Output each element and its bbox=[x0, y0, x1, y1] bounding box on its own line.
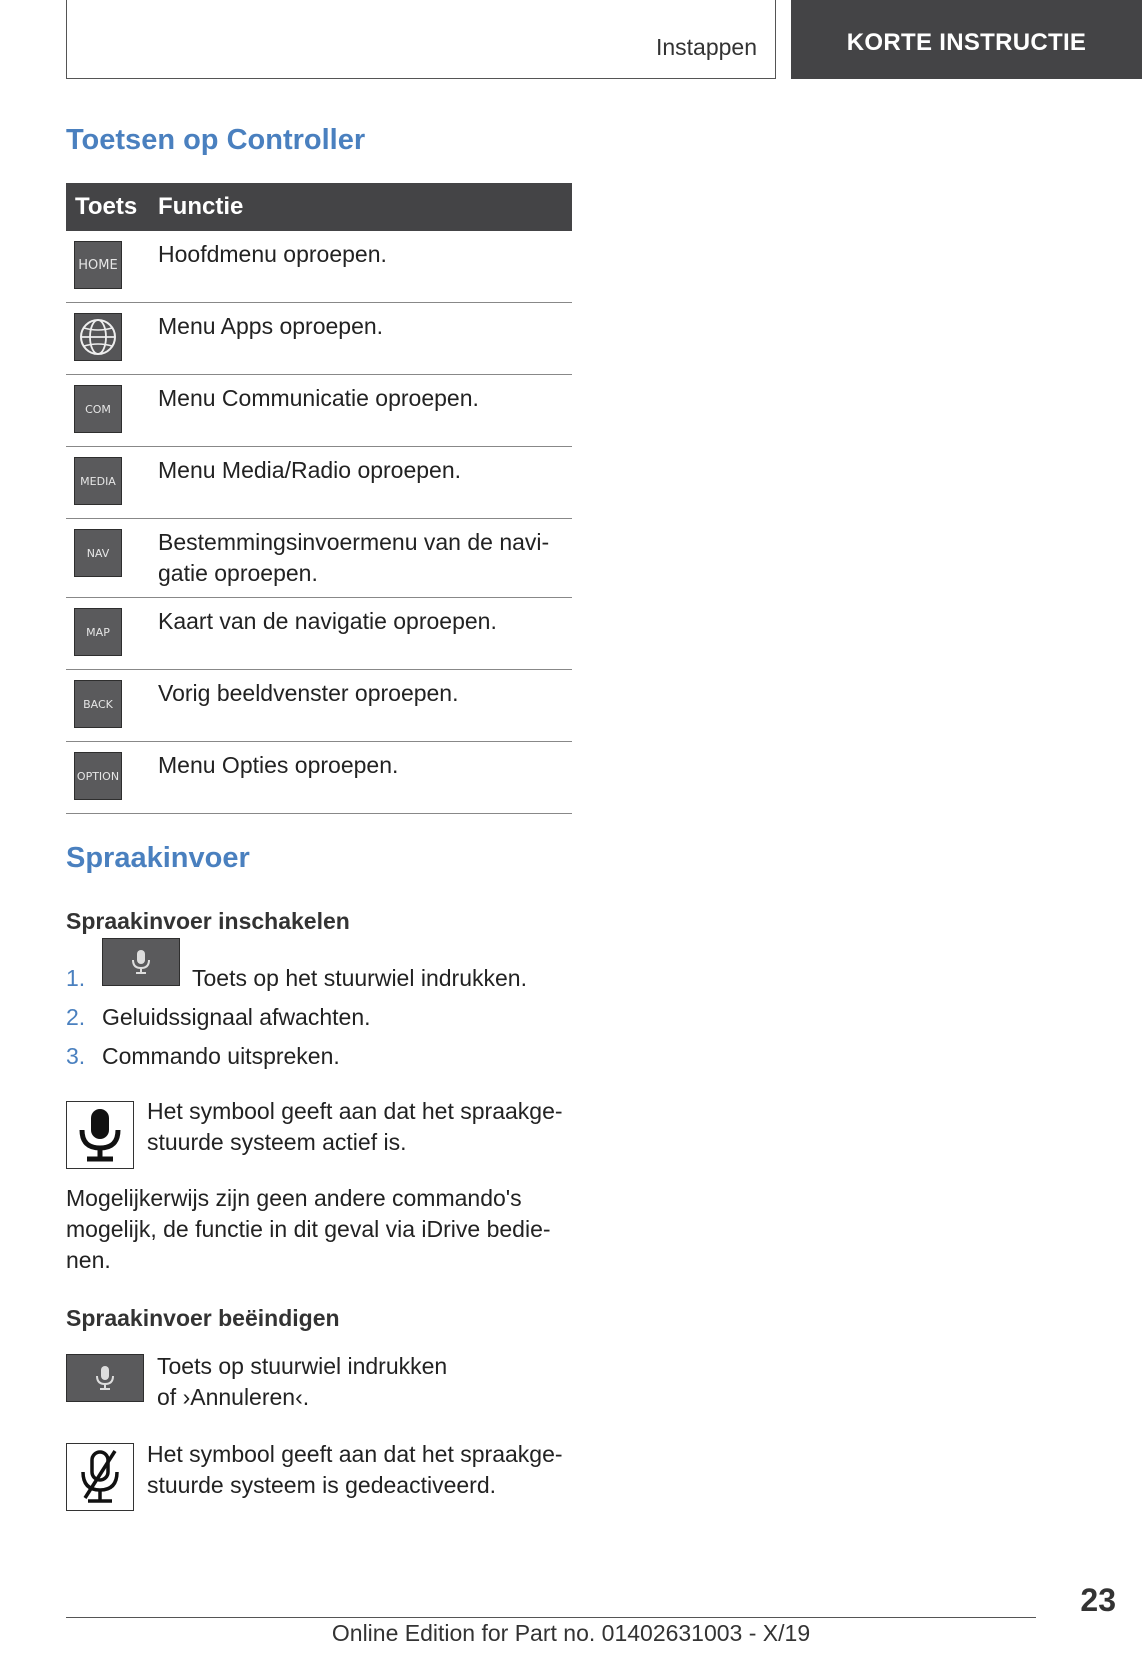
table-row bbox=[66, 231, 572, 303]
header-section-title: Instappen bbox=[655, 34, 757, 60]
map-key-icon: MAP bbox=[74, 608, 122, 656]
com-key-icon: COM bbox=[74, 385, 122, 433]
voice-enable-heading: Spraakinvoer inschakelen bbox=[66, 908, 350, 934]
end-instruction bbox=[157, 1351, 577, 1413]
header-chapter-tab bbox=[791, 0, 1142, 79]
step-text: Geluidssignaal afwachten. bbox=[102, 1004, 371, 1030]
header-chapter-label: KORTE INSTRUCTIE bbox=[846, 28, 1087, 56]
end-instruction-line: Toets op stuurwiel indrukken bbox=[157, 1353, 448, 1379]
controller-heading: Toetsen op Controller bbox=[66, 124, 366, 156]
voice-heading: Spraakinvoer bbox=[66, 842, 250, 874]
option-key-icon: OPTION bbox=[74, 752, 122, 800]
table-row bbox=[66, 375, 572, 447]
table-row bbox=[66, 303, 572, 375]
header-box bbox=[66, 0, 776, 79]
table-row bbox=[66, 598, 572, 670]
column-header-function: Functie bbox=[158, 193, 244, 220]
function-cell: Kaart van de navigatie oproepen. bbox=[158, 608, 497, 634]
list-item bbox=[66, 992, 572, 1031]
step-text: Commando uitspreken. bbox=[102, 1043, 340, 1069]
microphone-key-icon bbox=[102, 938, 180, 986]
step-text: Toets op het stuurwiel indrukken. bbox=[192, 965, 527, 991]
back-key-icon: BACK bbox=[74, 680, 122, 728]
step-number: 1. bbox=[66, 965, 86, 991]
microphone-off-icon bbox=[66, 1443, 134, 1511]
function-cell: Menu Apps oproepen. bbox=[158, 313, 384, 339]
function-cell: Hoofdmenu oproepen. bbox=[158, 241, 387, 267]
controller-keys-table bbox=[66, 183, 572, 814]
footer-divider bbox=[66, 1617, 1036, 1618]
table-row bbox=[66, 447, 572, 519]
step-number: 3. bbox=[66, 1043, 86, 1069]
microphone-active-icon bbox=[66, 1101, 134, 1169]
list-item bbox=[66, 940, 572, 992]
active-note: Het symbool geeft aan dat het spraakge-stuurde systeem actief is. bbox=[147, 1098, 563, 1155]
table-row bbox=[66, 670, 572, 742]
function-cell: Menu Communicatie oproepen. bbox=[158, 385, 479, 411]
media-key-icon: MEDIA bbox=[74, 457, 122, 505]
page-number: 23 bbox=[1080, 1582, 1116, 1618]
voice-steps-list bbox=[66, 940, 572, 1070]
function-cell: Bestemmingsinvoermenu van de navi-gatie oproepen. bbox=[158, 529, 550, 586]
footer-edition: Online Edition for Part no. 01402631003 - X/19 bbox=[331, 1620, 811, 1646]
voice-end-heading: Spraakinvoer beëindigen bbox=[66, 1305, 340, 1331]
inactive-note: Het symbool geeft aan dat het spraakge-stuurde systeem is gedeactiveerd. bbox=[147, 1441, 563, 1498]
function-cell: Menu Media/Radio oproepen. bbox=[158, 457, 462, 483]
end-instruction-line: of ›Annuleren‹. bbox=[157, 1384, 310, 1410]
function-cell: Menu Opties oproepen. bbox=[158, 752, 399, 778]
microphone-key-icon bbox=[66, 1354, 144, 1402]
list-item bbox=[66, 1031, 572, 1070]
step-number: 2. bbox=[66, 1004, 86, 1030]
info-paragraph: Mogelijkerwijs zijn geen andere commando's mogelijk, de functie in dit geval via iDrive bedie-nen. bbox=[66, 1185, 551, 1273]
globe-key-icon bbox=[74, 313, 122, 361]
table-row bbox=[66, 742, 572, 814]
column-header-key: Toets bbox=[75, 193, 138, 220]
table-header bbox=[66, 183, 572, 231]
function-cell: Vorig beeldvenster oproepen. bbox=[158, 680, 459, 706]
home-key-icon: HOME bbox=[74, 241, 122, 289]
table-row bbox=[66, 519, 572, 598]
nav-key-icon: NAV bbox=[74, 529, 122, 577]
